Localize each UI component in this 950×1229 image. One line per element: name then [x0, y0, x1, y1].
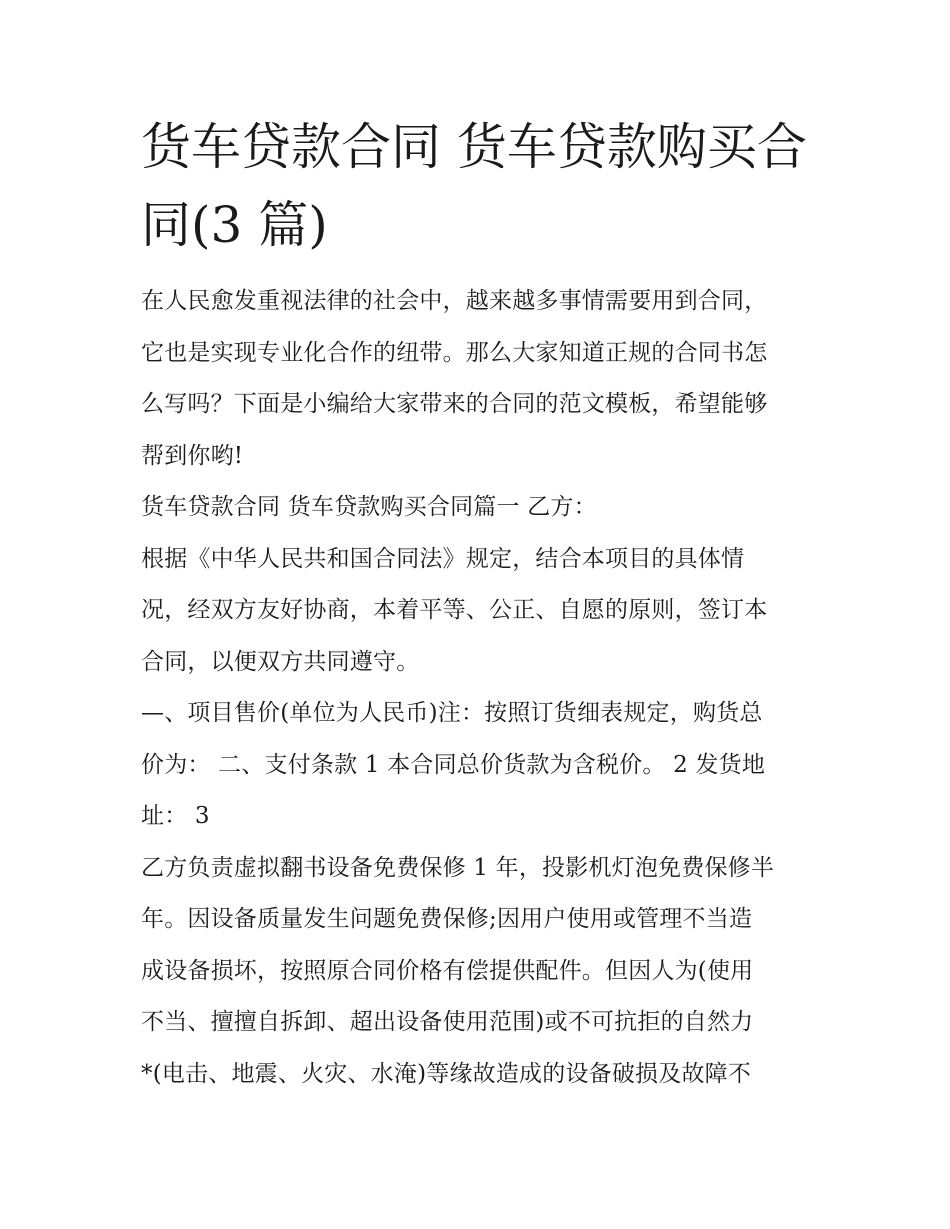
- body-line: 它也是实现专业化合作的纽带。那么大家知道正规的合同书怎: [141, 339, 768, 366]
- section-heading: 货车贷款合同 货车贷款购买合同篇一 乙方：: [141, 494, 597, 520]
- document-body: [141, 276, 813, 1100]
- body-line: 不当、擅擅自拆卸、超出设备使用范围)或不可抗拒的自然力: [141, 1009, 754, 1035]
- body-line: 成设备损坏，按照原合同价格有偿提供配件。但因人为(使用: [141, 957, 754, 984]
- body-line: 乙方负责虚拟翻书设备免费保修 1 年，投影机灯泡免费保修半: [141, 854, 775, 881]
- body-line: *(电击、地震、火灾、水淹)等缘故造成的设备破损及故障不: [141, 1060, 752, 1087]
- title-line: 同(3 篇): [141, 196, 328, 254]
- title-line: 货车贷款合同 货车贷款购买合: [141, 118, 807, 176]
- body-line: 么写吗？下面是小编给大家带来的合同的范文模板，希望能够: [141, 391, 768, 417]
- body-line: 价为： 二、支付条款 1 本合同总价货款为含税价。 2 发货地: [141, 751, 766, 778]
- body-line: 址： 3: [141, 803, 210, 829]
- body-line: 帮到你哟!: [141, 442, 244, 469]
- body-line: 合同，以便双方共同遵守。: [141, 648, 420, 675]
- body-line: 根据《中华人民共和国合同法》规定，结合本项目的具体情: [141, 545, 745, 572]
- body-line: —、项目售价(单位为人民币)注：按照订货细表规定，购货总: [141, 700, 763, 726]
- body-line: 年。因设备质量发生问题免费保修;因用户使用或管理不当造: [141, 906, 753, 932]
- document-title: [141, 108, 821, 264]
- body-line: 在人民愈发重视法律的社会中，越来越多事情需要用到合同，: [141, 288, 768, 314]
- body-line: 况，经双方友好协商，本着平等、公正、自愿的原则，签订本: [141, 597, 768, 623]
